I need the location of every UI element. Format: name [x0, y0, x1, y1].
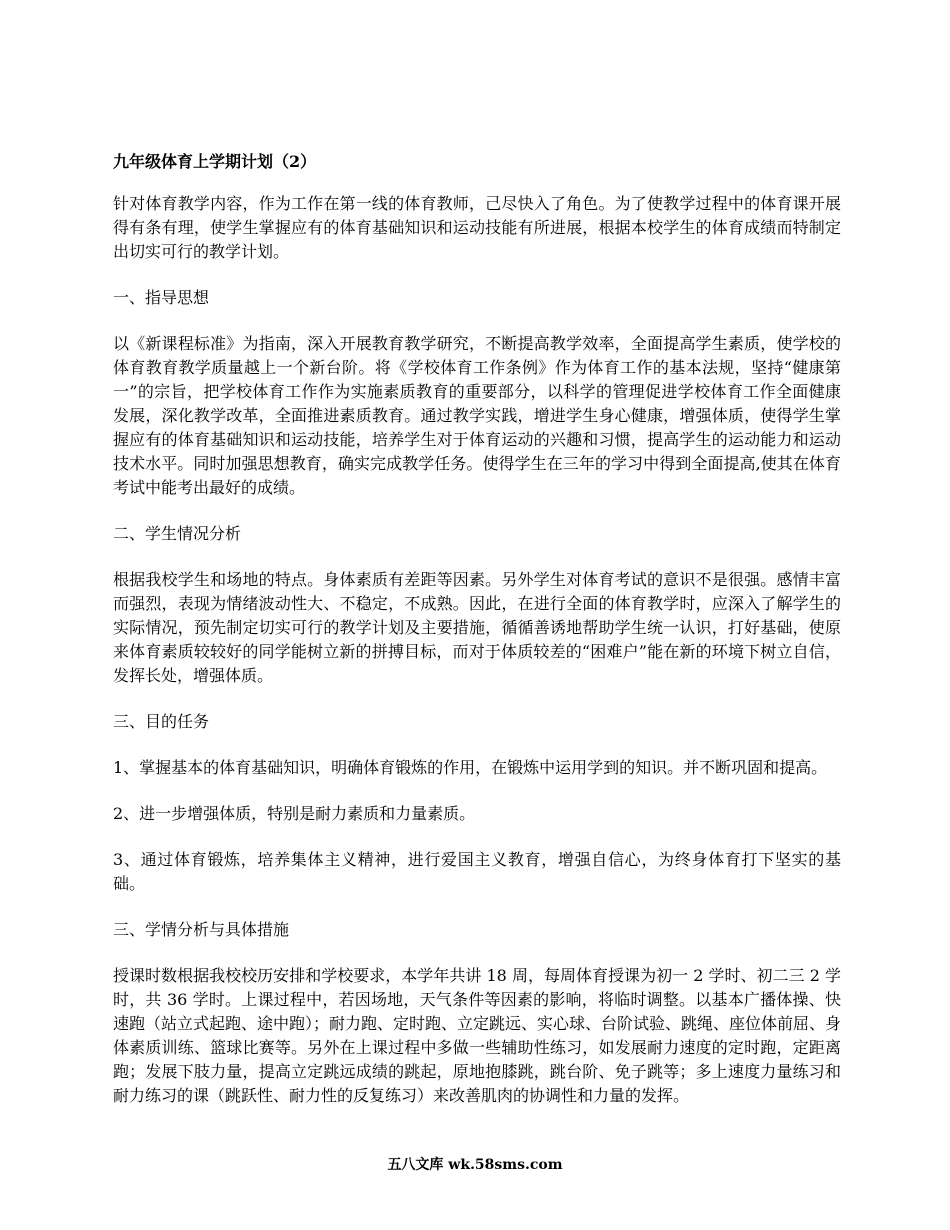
footer-watermark: 五八文库 wk.58sms.com	[387, 1157, 563, 1173]
objective-item-2: 2、进一步增强体质，特别是耐力素质和力量素质。	[113, 804, 476, 823]
intro-paragraph: 针对体育教学内容，作为工作在第一线的体育教师，己尽快入了角色。为了使教学过程中的体育课开展得有条有理，使学生掌握应有的体育基础知识和运动技能有所进展，根据本校学生的体育成绩而特制定出切实可行的教学计划。	[113, 194, 841, 261]
document-content	[113, 150, 841, 1130]
section-heading-student-analysis: 二、学生情况分析	[113, 524, 242, 543]
section-heading-objectives: 三、目的任务	[113, 712, 210, 731]
objective-item-1: 1、掌握基本的体育基础知识，明确体育锻炼的作用，在锻炼中运用学到的知识。并不断巩固和提高。	[113, 758, 828, 777]
section-heading-guiding-ideology: 一、指导思想	[113, 288, 210, 307]
objective-item-3: 3、通过体育锻炼，培养集体主义精神，进行爱国主义教育，增强自信心，为终身体育打下坚实的基础。	[113, 850, 841, 893]
document-title: 九年级体育上学期计划（2）	[113, 152, 317, 171]
guiding-ideology-paragraph: 以《新课程标准》为指南，深入开展教育教学研究，不断提高教学效率，全面提高学生素质，使学校的体育教育教学质量越上一个新台阶。将《学校体育工作条例》作为体育工作的基本法规，坚持“健康第一”的宗旨，把学校体育工作作为实施素质教育的重要部分，以科学的管理促进学校体育工作全面健康发展，深化教学改革，全面推进素质教育。通过教学实践，增进学生身心健康，增强体质，使得学生掌握应有的体育基础知识和运动技能，培养学生对于体育运动的兴趣和习惯，提高学生的运动能力和运动技术水平。同时加强思想教育，确实完成教学任务。使得学生在三年的学习中得到全面提高,使其在体育考试中能考出最好的成绩。	[113, 334, 841, 497]
measures-paragraph: 授课时数根据我校校历安排和学校要求，本学年共讲 18 周，每周体育授课为初一 2 学时、初二三 2 学时，共 36 学时。上课过程中，若因场地，天气条件等因素的影响，将临时调整。以基本广播体操、快速跑（站立式起跑、途中跑）；耐力跑、定时跑、立定跳远、实心球、台阶试验、跳绳、座位体前屈、身体素质训练、篮球比赛等。另外在上课过程中多做一些辅助性练习，如发展耐力速度的定时跑，定距离跑；发展下肢力量，提高立定跳远成绩的跳起，原地抱膝跳，跳台阶、免子跳等；多上速度力量练习和耐力练习的课（跳跃性、耐力性的反复练习）来改善肌肉的协调性和力量的发挥。	[113, 966, 842, 1105]
section-heading-measures: 三、学情分析与具体措施	[113, 920, 290, 939]
student-analysis-paragraph: 根据我校学生和场地的特点。身体素质有差距等因素。另外学生对体育考试的意识不是很强。感情丰富而强烈，表现为情绪波动性大、不稳定，不成熟。因此，在进行全面的体育教学时，应深入了解学生的实际情况，预先制定切实可行的教学计划及主要措施，循循善诱地帮助学生统一认识，打好基础，使原来体育素质较较好的同学能树立新的拼搏目标，而对于体质较差的“困难户”能在新的环境下树立自信，发挥长处，增强体质。	[113, 570, 841, 685]
